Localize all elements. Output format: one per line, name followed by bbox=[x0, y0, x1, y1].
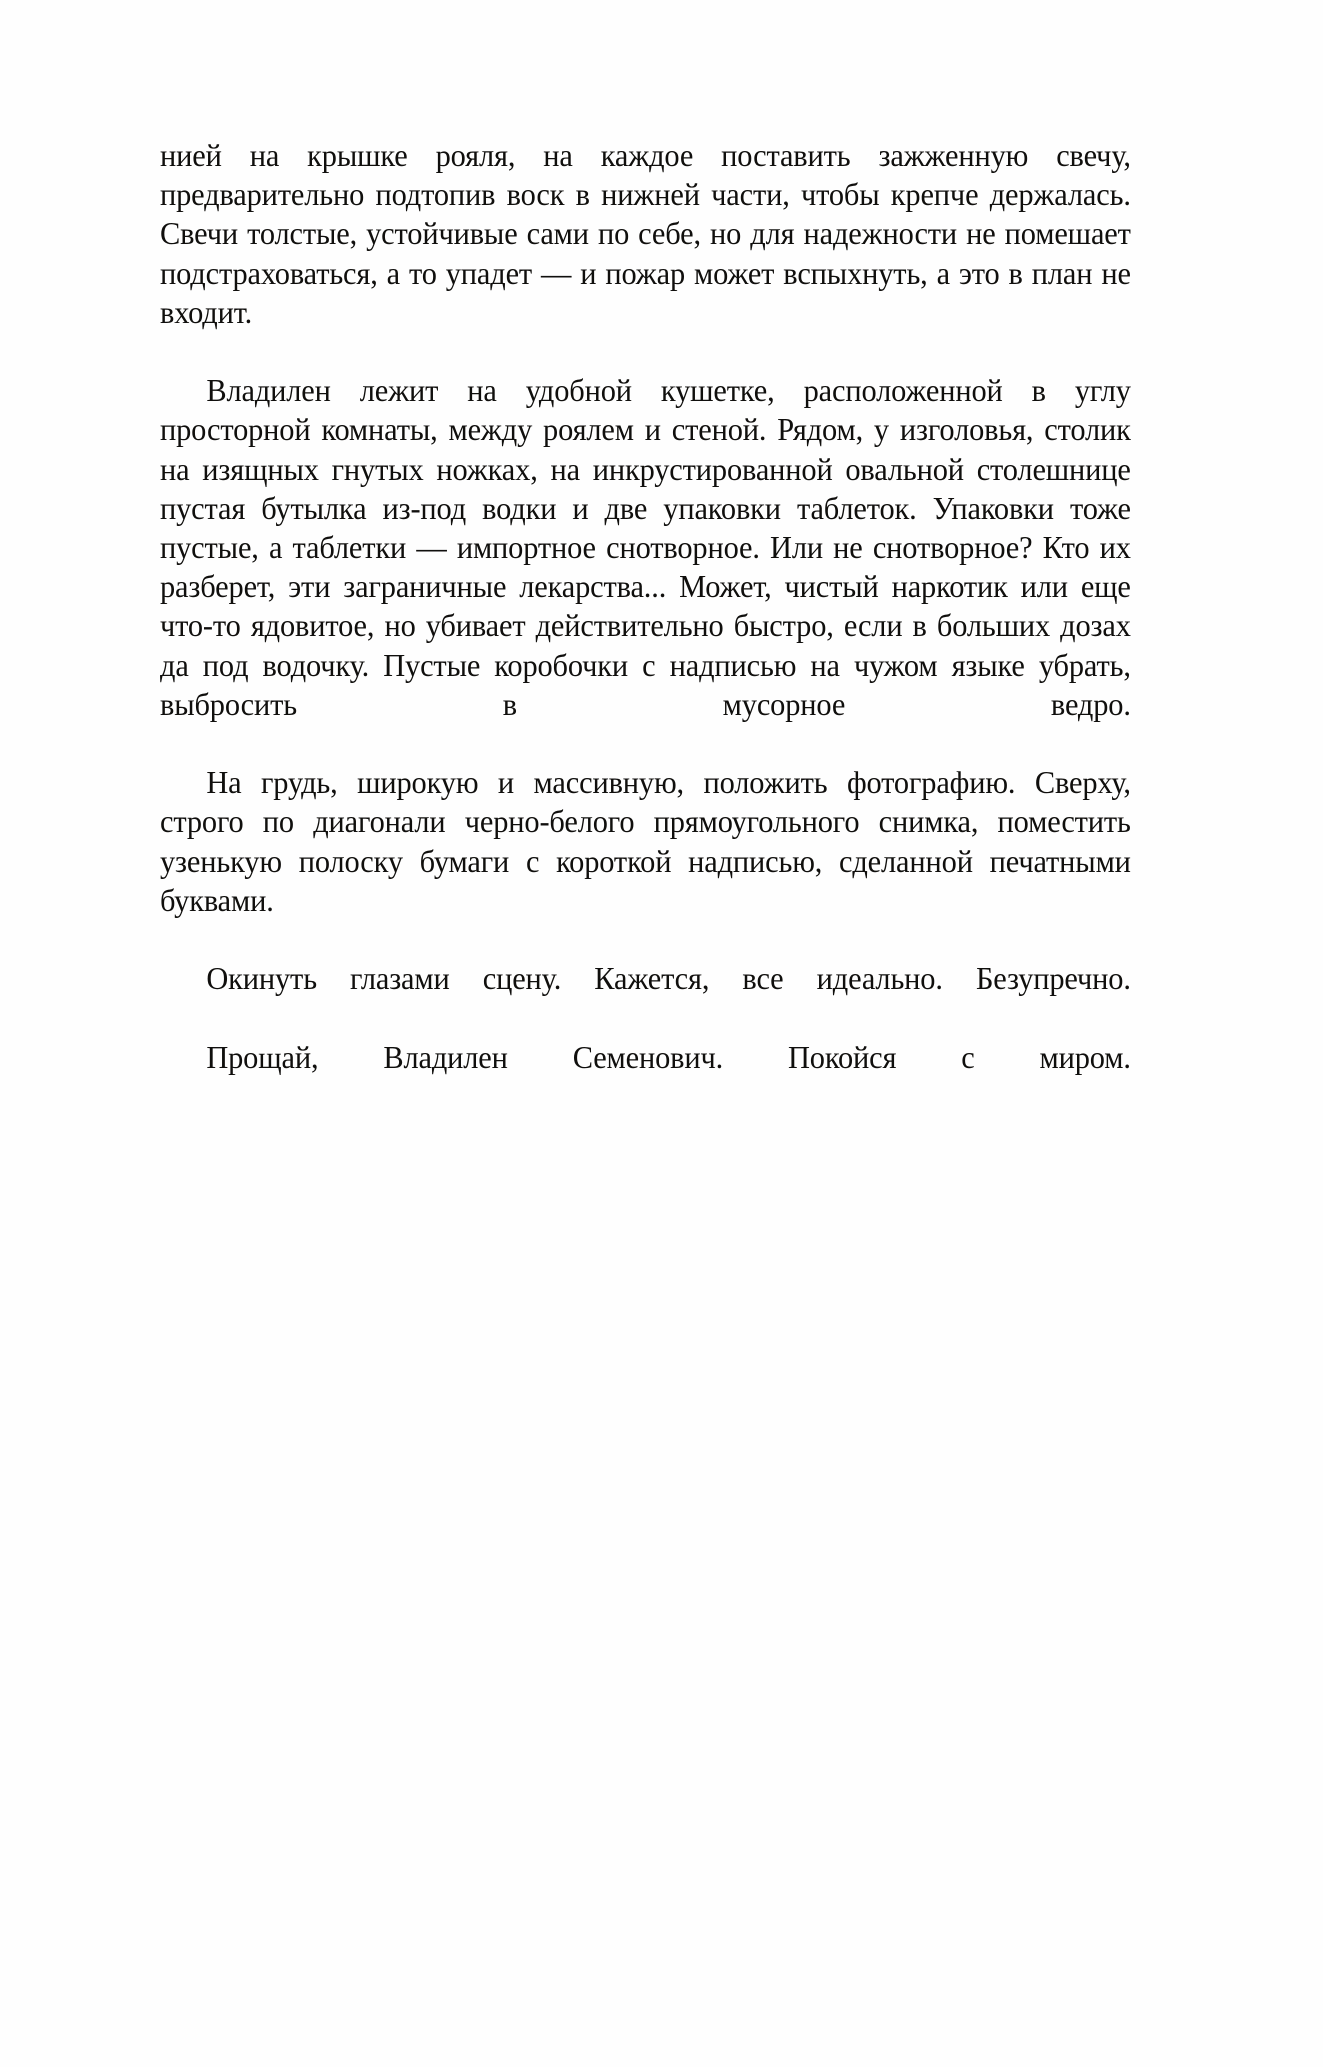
paragraph: Владилен лежит на удобной кушетке, расположенной в углу просторной комнаты, между роялем и стеной. Рядом, у изголовья, столик на изящных гнутых ножках, на инкрустированной овальной столешнице пустая бутылка из-под водки и две упаковки таблеток. Упаковки тоже пустые, а таблетки — импортное снотворное. Или не снотворное? Кто их разберет, эти заграничные лекарства... Может, чистый наркотик или еще что-то ядовитое, но убивает действительно быстро, если в больших дозах да под водочку. Пустые коробочки с надписью на чужом языке убрать, выбросить в мусорное ведро. bbox=[160, 373, 1131, 722]
paragraph: Окинуть глазами сцену. Кажется, все идеально. Безупречно. bbox=[206, 961, 1131, 997]
paragraph: нией на крышке рояля, на каждое поставить зажженную свечу, предварительно подтопив воск в нижней части, чтобы крепче держалась. Свечи толстые, устойчивые сами по себе, но для надежности не помешает подстраховаться, а то упадет — и пожар может вспыхнуть, а это в план не входит. bbox=[160, 138, 1131, 330]
paragraph: На грудь, широкую и массивную, положить фотографию. Сверху, строго по диагонали черно-белого прямоугольного снимка, поместить узенькую полоску бумаги с короткой надписью, сделанной печатными буквами. bbox=[160, 765, 1131, 918]
paragraph: Прощай, Владилен Семенович. Покойся с миром. bbox=[206, 1039, 1131, 1075]
body-text-column bbox=[160, 136, 1166, 1116]
